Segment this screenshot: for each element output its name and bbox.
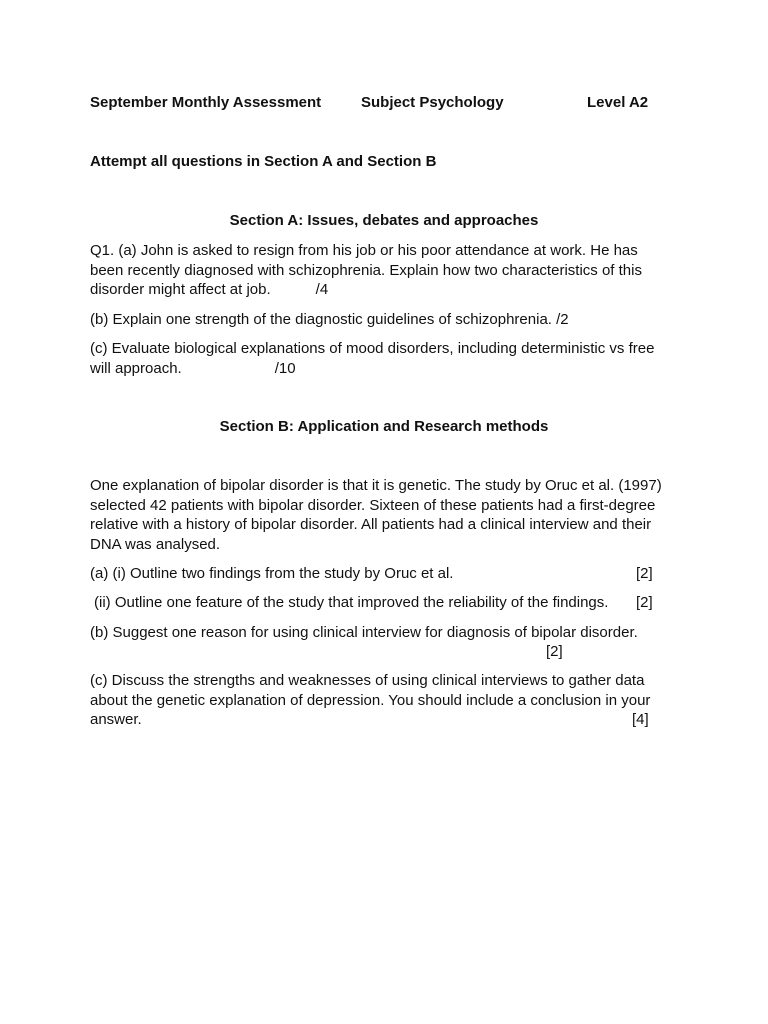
question-a-ii: (ii) Outline one feature of the study that improved the reliability of the findings. [94, 594, 609, 611]
question-1c-line: will approach. /10 [90, 359, 296, 377]
question-1a-line: been recently diagnosed with schizophrenia. Explain how two characteristics of this [90, 261, 642, 279]
question-c-line: (c) Discuss the strengths and weaknesses of using clinical interviews to gather data [90, 672, 645, 689]
stem-line: DNA was analysed. [90, 535, 221, 553]
stem-line: relative with a history of bipolar disorder. All patients had a clinical interview and their [90, 516, 652, 533]
section-b-stem [90, 476, 670, 554]
level-label: Level A2 [587, 94, 649, 111]
question-c-line: about the genetic explanation of depression. You should include a conclusion in your [90, 691, 651, 709]
question-1a-line: disorder might affect at job. /4 [90, 281, 329, 298]
question-a-ii-marks: [2] [636, 594, 653, 611]
question-a-i-marks: [2] [636, 565, 653, 582]
subject-label: Subject Psychology [361, 94, 504, 111]
question-1c [90, 339, 670, 378]
question-c-marks: [4] [632, 711, 649, 728]
question-1a-marks: /4 [315, 281, 329, 298]
question-b-marks: [2] [546, 643, 563, 660]
stem-line: selected 42 patients with bipolar disorder. Sixteen of these patients had a first-degree [90, 496, 656, 514]
question-1b: (b) Explain one strength of the diagnostic guidelines of schizophrenia. /2 [90, 311, 569, 328]
section-b-title: Section B: Application and Research methods [219, 418, 549, 435]
question-1a-line: Q1. (a) John is asked to resign from his job or his poor attendance at work. He has [90, 242, 638, 259]
question-1c-line: (c) Evaluate biological explanations of mood disorders, including deterministic vs free [90, 340, 655, 357]
question-b: (b) Suggest one reason for using clinical interview for diagnosis of bipolar disorder. [90, 624, 638, 641]
section-a-title: Section A: Issues, debates and approaches [229, 212, 539, 229]
assessment-title: September Monthly Assessment [90, 94, 322, 111]
stem-line: One explanation of bipolar disorder is that it is genetic. The study by Oruc et al. (1997) [90, 477, 662, 494]
question-a-i: (a) (i) Outline two findings from the study by Oruc et al. [90, 565, 454, 582]
question-c [90, 671, 670, 730]
instructions: Attempt all questions in Section A and Section B [90, 153, 437, 170]
question-c-line: answer. [90, 711, 142, 728]
question-1c-marks: /10 [274, 359, 296, 377]
question-1a [90, 241, 670, 300]
